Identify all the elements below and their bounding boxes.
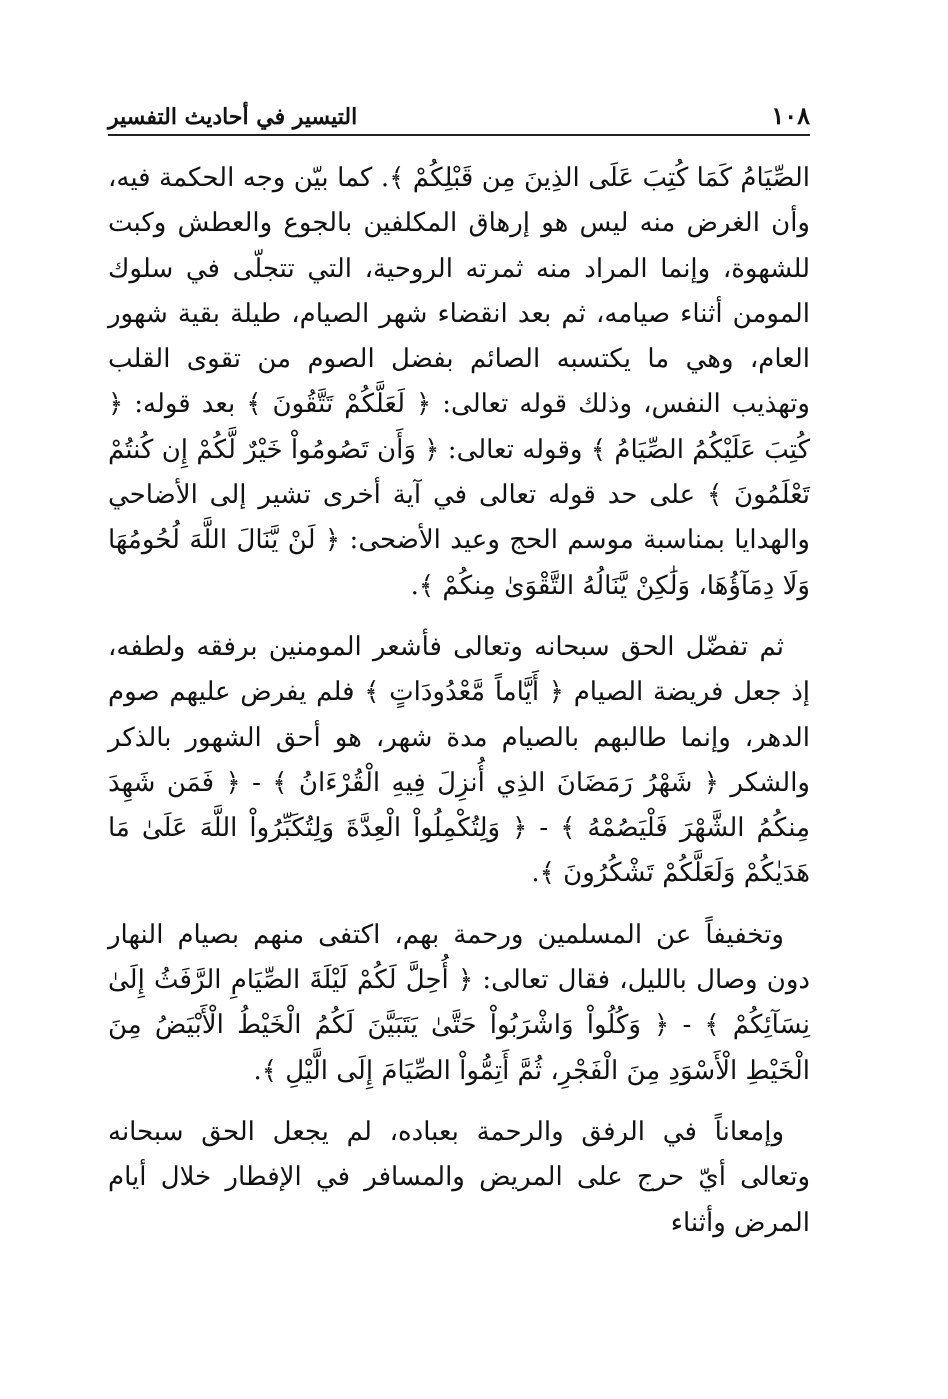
page-body [108,156,810,1246]
paragraph: وتخفيفاً عن المسلمين ورحمة بهم، اكتفى منهم بصيام النهار دون وصال بالليل، فقال تعالى: ﴿ أُحِلَّ لَكُمْ لَيْلَةَ الصِّيَامِ الرَّفَثُ إِلَىٰ نِسَآئِكُمْ ﴾ - ﴿ وَكُلُواْ وَاشْرَبُواْ حَتَّىٰ يَتَبَيَّنَ لَكُمُ الْخَيْطُ الْأَبْيَضُ مِنَ الْخَيْطِ الْأَسْوَدِ مِنَ الْفَجْرِ، ثُمَّ أَتِمُّواْ الصِّيَامَ إِلَى الَّيْلِ ﴾. [108,919,810,1086]
paragraph: الصِّيَامُ كَمَا كُتِبَ عَلَى الذِينَ مِن قَبْلِكُمْ ﴾. كما بيّن وجه الحكمة فيه، وأن الغرض منه ليس هو إرهاق المكلفين بالجوع والعطش وكبت للشهوة، وإنما المراد منه ثمرته الروحية، التي تتجلّى في سلوك المومن أثناء صيامه، ثم بعد انقضاء شهر الصيام، طيلة بقية شهور العام، وهي ما يكتسبه الصائم بفضل الصوم من تقوى القلب وتهذيب النفس، وذلك قوله تعالى: ﴿ لَعَلَّكُمْ تَتَّقُونَ ﴾ بعد قوله: ﴿ كُتِبَ عَلَيْكُمُ الصِّيَامُ ﴾ وقوله تعالى: ﴿ وَأَن تَصُومُواْ خَيْرٌ لَّكُمْ إِن كُنتُمْ تَعْلَمُونَ ﴾ على حد قوله تعالى في آية أخرى تشير إلى الأضاحي والهدايا بمناسبة موسم الحج وعيد الأضحى: ﴿ لَنْ يَّنَالَ اللَّهَ لُحُومُهَا وَلَا دِمَآؤُهَا، وَلَٰكِنْ يَّنَالُهُ التَّقْوَىٰ مِنكُمْ ﴾. [108,163,810,601]
paragraph: ثم تفضّل الحق سبحانه وتعالى فأشعر المومنين برفقه ولطفه، إذ جعل فريضة الصيام ﴿ أَيَّاماً مَّعْدُودَاتٍ ﴾ فلم يفرض عليهم صوم الدهر، وإنما طالبهم بالصيام مدة شهر، هو أحق الشهور بالذكر والشكر ﴿ شَهْرُ رَمَضَانَ الذِي أُنزِلَ فِيهِ الْقُرْءَانُ ﴾ - ﴿ فَمَن شَهِدَ مِنكُمُ الشَّهْرَ فَلْيَصُمْهُ ﴾ - ﴿ وَلِتُكْمِلُواْ الْعِدَّةَ وَلِتُكَبِّرُواْ اللَّهَ عَلَىٰ مَا هَدَيٰكُمْ وَلَعَلَّكُمْ تَشْكُرُونَ ﴾. [108,631,810,889]
paragraph: وإمعاناً في الرفق والرحمة بعباده، لم يجعل الحق سبحانه وتعالى أيّ حرج على المريض والمسافر في الإفطار خلال أيام المرض وأثناء [108,1116,810,1238]
book-page [108,90,810,1246]
page-header [108,90,810,136]
running-title: التيسير في أحاديث التفسير [108,104,358,130]
page-number: ١٠٨ [771,101,810,130]
